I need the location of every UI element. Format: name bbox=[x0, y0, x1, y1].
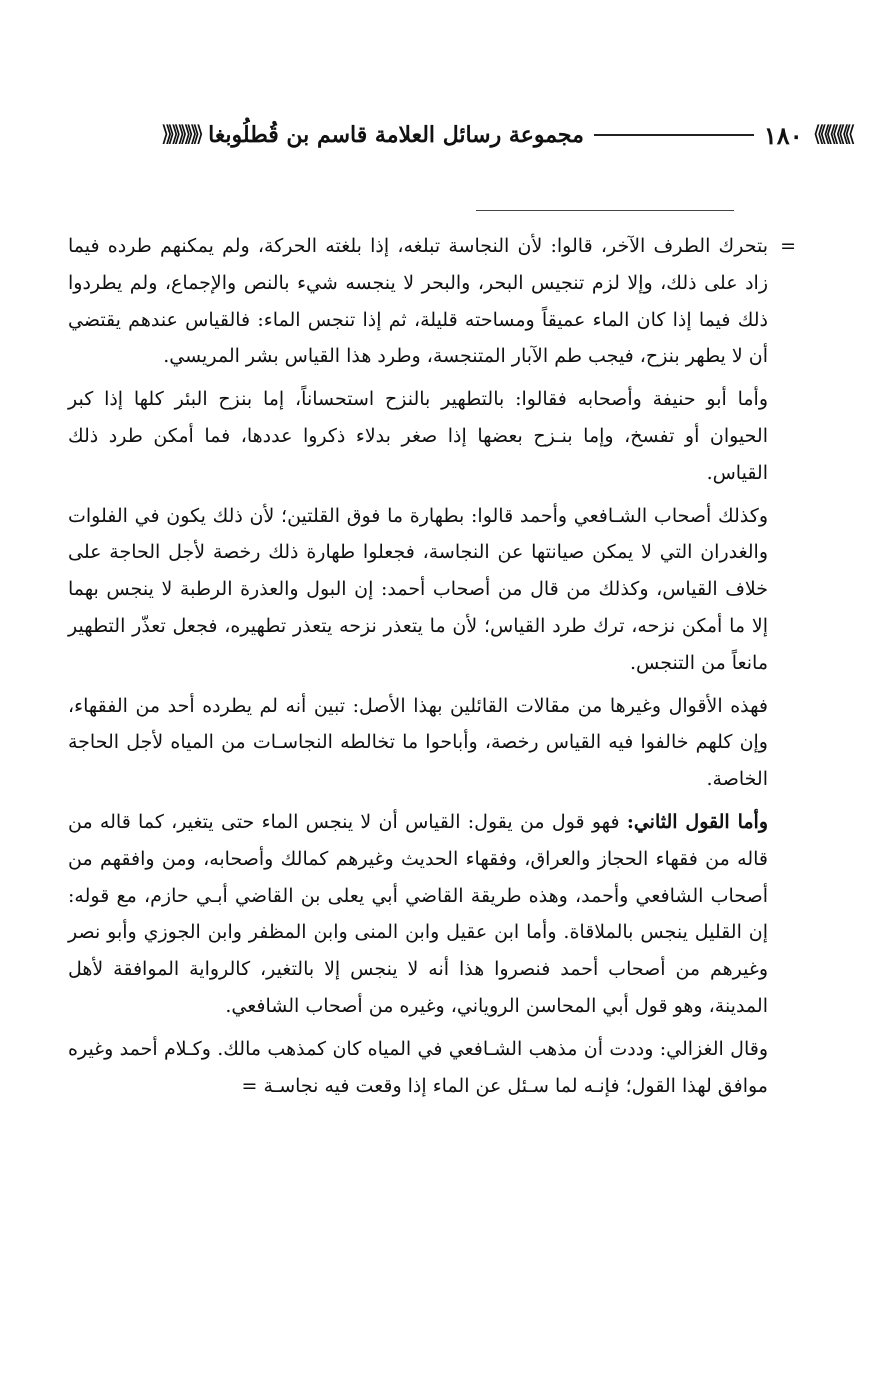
paragraph-text: بتحرك الطرف الآخر، قالوا: لأن النجاسة تبلغه، إذا بلغته الحركة، ولم يمكنهم طرده فيما زاد على ذلك، وإلا لزم تنجيس البحر، والبحر لا ينجسه شيء بالنص والإجماع، ولم يطردوا ذلك فيما إذا كان الماء عميقاً ومساحته قليلة، ثم إذا تنجس الماء: فالقياس عندهم يقتضي أن لا يطهر بنزح، فيجب طم الآبار المتنجسة، وطرد هذا القياس بشر المريسي. bbox=[68, 235, 768, 368]
paragraph-1 bbox=[68, 228, 796, 375]
continuation-end-mark: = bbox=[241, 1074, 258, 1097]
continuation-mark: = bbox=[780, 235, 796, 257]
book-title: مجموعة رسائل العلامة قاسم بن قُطلُوبغا bbox=[208, 122, 584, 148]
paragraph-4 bbox=[68, 688, 768, 798]
ornament-right-icon: ⟫⟫⟫⟫⟫⟫ bbox=[812, 122, 850, 147]
running-header bbox=[40, 112, 850, 158]
paragraph-6 bbox=[68, 1031, 768, 1105]
footnote-separator bbox=[476, 210, 734, 211]
paragraph-text: فهو قول من يقول: القياس أن لا ينجس الماء حتى يتغير، كما قاله من قاله من فقهاء الحجاز والعراق، وفقهاء الحديث وغيرهم كمالك وأصحابه، ومن وافقهم من أصحاب الشافعي وأحمد، وهذه طريقة القاضي أبي يعلى بن القاضي أبـي حازم، مع قوله: إن القليل ينجس بالملاقاة. وأما ابن عقيل وابن المنى وابن المظفر وابن الجوزي وأبو نصر وغيرهم من أصحاب أحمد فنصروا هذا أنه لا ينجس إلا بالتغير، كالرواية الموافقة لأهل المدينة، وهو قول أبي المحاسن الروياني، وغيره من أصحاب الشافعي. bbox=[68, 810, 768, 1017]
paragraph-text: فهذه الأقوال وغيرها من مقالات القائلين بهذا الأصل: تبين أنه لم يطرده أحد من الفقهاء، وإن كلهم خالفوا فيه القياس رخصة، وأباحوا ما تخالطه النجاسـات من المياه لأجل الحاجة الخاصة. bbox=[68, 694, 768, 791]
paragraph-5 bbox=[68, 804, 768, 1025]
ornament-left-icon: ⟪⟪⟪⟪⟪⟪ bbox=[160, 122, 199, 147]
paragraph-text: وقال الغزالي: وددت أن مذهب الشـافعي في المياه كان كمذهب مالك. وكـلام أحمد وغيره موافق لهذا القول؛ فإنـه لما سـئل عن الماء إذا وقعت فيه نجاسـة bbox=[68, 1037, 768, 1097]
paragraph-text: وأما أبو حنيفة وأصحابه فقالوا: بالتطهير بالنزح استحساناً، إما بنزح البئر كلها إذا كبر الحيوان أو تفسخ، وإما بنـزح بعضها إذا صغر بدلاء ذكروا عددها، فما أمكن طرد ذلك القياس. bbox=[68, 388, 768, 484]
paragraph-text: وكذلك أصحاب الشـافعي وأحمد قالوا: بطهارة ما فوق القلتين؛ لأن ذلك يكون في الفلوات والغدران التي لا يمكن صيانتها عن النجاسة، فجعلوا طهارة ذلك رخصة لأجل الحاجة على خلاف القياس، وكذلك من قال من أصحاب أحمد: إن البول والعذرة الرطبة لا ينجس بهما إلا ما أمكن نزحه، ترك طرد القياس؛ لأن ما يتعذر نزحه يتعذر تطهيره، فجعل تعذّر التطهير مانعاً من التنجس. bbox=[68, 504, 768, 674]
paragraph-lead: وأما القول الثاني: bbox=[626, 810, 768, 833]
paragraph-2 bbox=[68, 381, 768, 491]
page-number: ١٨٠ bbox=[763, 120, 803, 150]
page-body bbox=[68, 228, 796, 1110]
header-rule bbox=[594, 134, 754, 136]
paragraph-3 bbox=[68, 498, 768, 682]
